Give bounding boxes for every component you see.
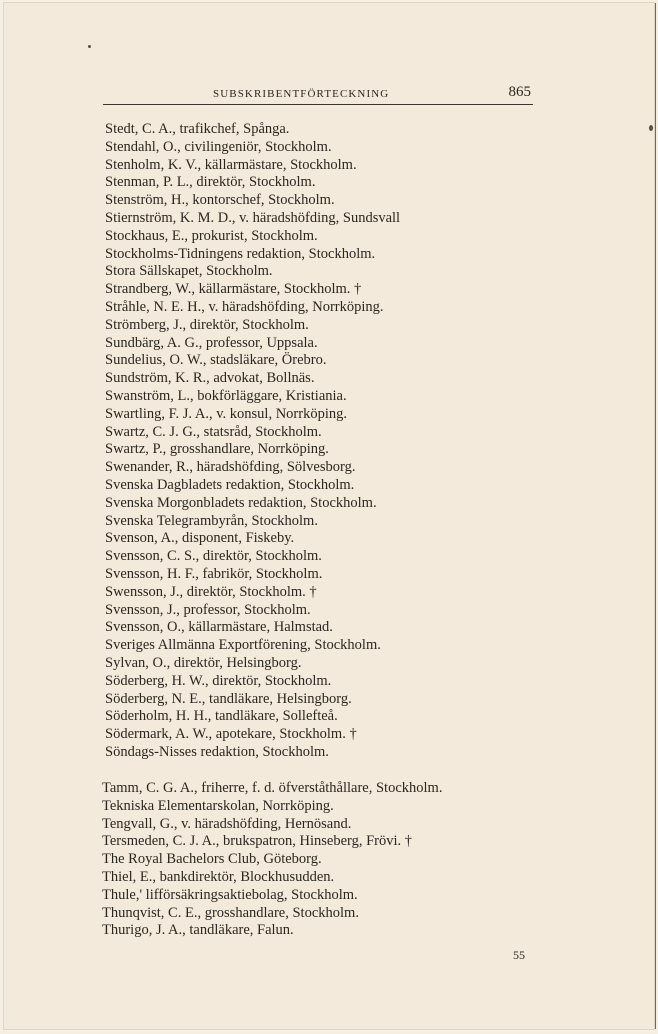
page-header [103, 82, 533, 105]
list-item: Tersmeden, C. J. A., brukspatron, Hinseberg, Frövi. † [102, 833, 413, 850]
list-item: Sundbärg, A. G., professor, Uppsala. [105, 334, 318, 351]
list-item: Söderberg, H. W., direktör, Stockholm. [105, 672, 332, 689]
list-item: Tekniska Elementarskolan, Norrköping. [102, 797, 334, 814]
list-item: Svensson, C. S., direktör, Stockholm. [105, 548, 322, 565]
ink-speck [649, 125, 653, 131]
list-item: Swartz, C. J. G., statsråd, Stockholm. [105, 423, 322, 440]
list-item: Svensson, H. F., fabrikör, Stockholm. [105, 565, 323, 582]
list-item: Stockholms-Tidningens redaktion, Stockholm. [105, 245, 376, 262]
list-item: Svensson, J., professor, Stockholm. [105, 601, 311, 618]
list-item: Tengvall, G., v. häradshöfding, Hernösand. [102, 815, 352, 832]
list-item: Swensson, J., direktör, Stockholm. † [105, 583, 317, 600]
list-item: Svenska Morgonbladets redaktion, Stockholm. [105, 494, 377, 511]
list-item: Thurigo, J. A., tandläkare, Falun. [102, 922, 294, 939]
list-item: Stendahl, O., civilingeniör, Stockholm. [105, 138, 332, 155]
list-item: Swenander, R., häradshöfding, Sölvesborg. [105, 459, 356, 476]
subscriber-list-s [105, 121, 545, 762]
list-item: Sylvan, O., direktör, Helsingborg. [105, 654, 302, 671]
list-item: Thunqvist, C. E., grosshandlare, Stockholm. [102, 904, 359, 921]
list-item: Swartling, F. J. A., v. konsul, Norrköping. [105, 405, 347, 422]
page-number: 865 [508, 84, 531, 100]
list-item: Strandberg, W., källarmästare, Stockholm. † [105, 281, 362, 298]
ink-speck [88, 45, 91, 48]
list-item: Söderberg, N. E., tandläkare, Helsingborg. [105, 690, 352, 707]
list-item: Stenström, H., kontorschef, Stockholm. [105, 192, 335, 209]
signature-mark: 55 [513, 948, 525, 962]
running-head: SUBSKRIBENTFÖRTECKNING [213, 88, 390, 100]
list-item: Stenholm, K. V., källarmästare, Stockholm. [105, 156, 357, 173]
list-item: Stockhaus, E., prokurist, Stockholm. [105, 227, 318, 244]
book-page [4, 3, 654, 1029]
list-item: Swartz, P., grosshandlare, Norrköping. [105, 441, 329, 458]
list-item: Söderholm, H. H., tandläkare, Sollefteå. [105, 708, 338, 725]
list-item: Stenman, P. L., direktör, Stockholm. [105, 174, 316, 191]
list-item: Svensson, O., källarmästare, Halmstad. [105, 619, 333, 636]
list-item: Stedt, C. A., trafikchef, Spånga. [105, 121, 290, 137]
list-item: Söndags-Nisses redaktion, Stockholm. [105, 743, 329, 760]
list-item: The Royal Bachelors Club, Göteborg. [102, 851, 322, 868]
subscriber-list-t [102, 780, 542, 940]
list-item: Stora Sällskapet, Stockholm. [105, 263, 273, 280]
list-item: Stiernström, K. M. D., v. häradshöfding, Sundsvall [105, 209, 401, 226]
list-item: Tamm, C. G. A., friherre, f. d. öfverståthållare, Stockholm. [102, 780, 443, 796]
list-item: Svenson, A., disponent, Fiskeby. [105, 530, 295, 547]
list-item: Swanström, L., bokförläggare, Kristiania. [105, 387, 347, 404]
list-item: Strömberg, J., direktör, Stockholm. [105, 316, 309, 333]
list-item: Sundström, K. R., advokat, Bollnäs. [105, 370, 315, 387]
list-item: Södermark, A. W., apotekare, Stockholm. † [105, 726, 357, 743]
list-item: Stråhle, N. E. H., v. häradshöfding, Norrköping. [105, 298, 384, 315]
list-item: Sveriges Allmänna Exportförening, Stockholm. [105, 637, 381, 654]
list-item: Svenska Dagbladets redaktion, Stockholm. [105, 476, 355, 493]
list-item: Svenska Telegrambyrån, Stockholm. [105, 512, 318, 529]
list-item: Sundelius, O. W., stadsläkare, Örebro. [105, 352, 327, 369]
list-item: Thiel, E., bankdirektör, Blockhusudden. [102, 868, 335, 885]
list-item: Thule,' lifförsäkringsaktiebolag, Stockholm. [102, 886, 358, 903]
